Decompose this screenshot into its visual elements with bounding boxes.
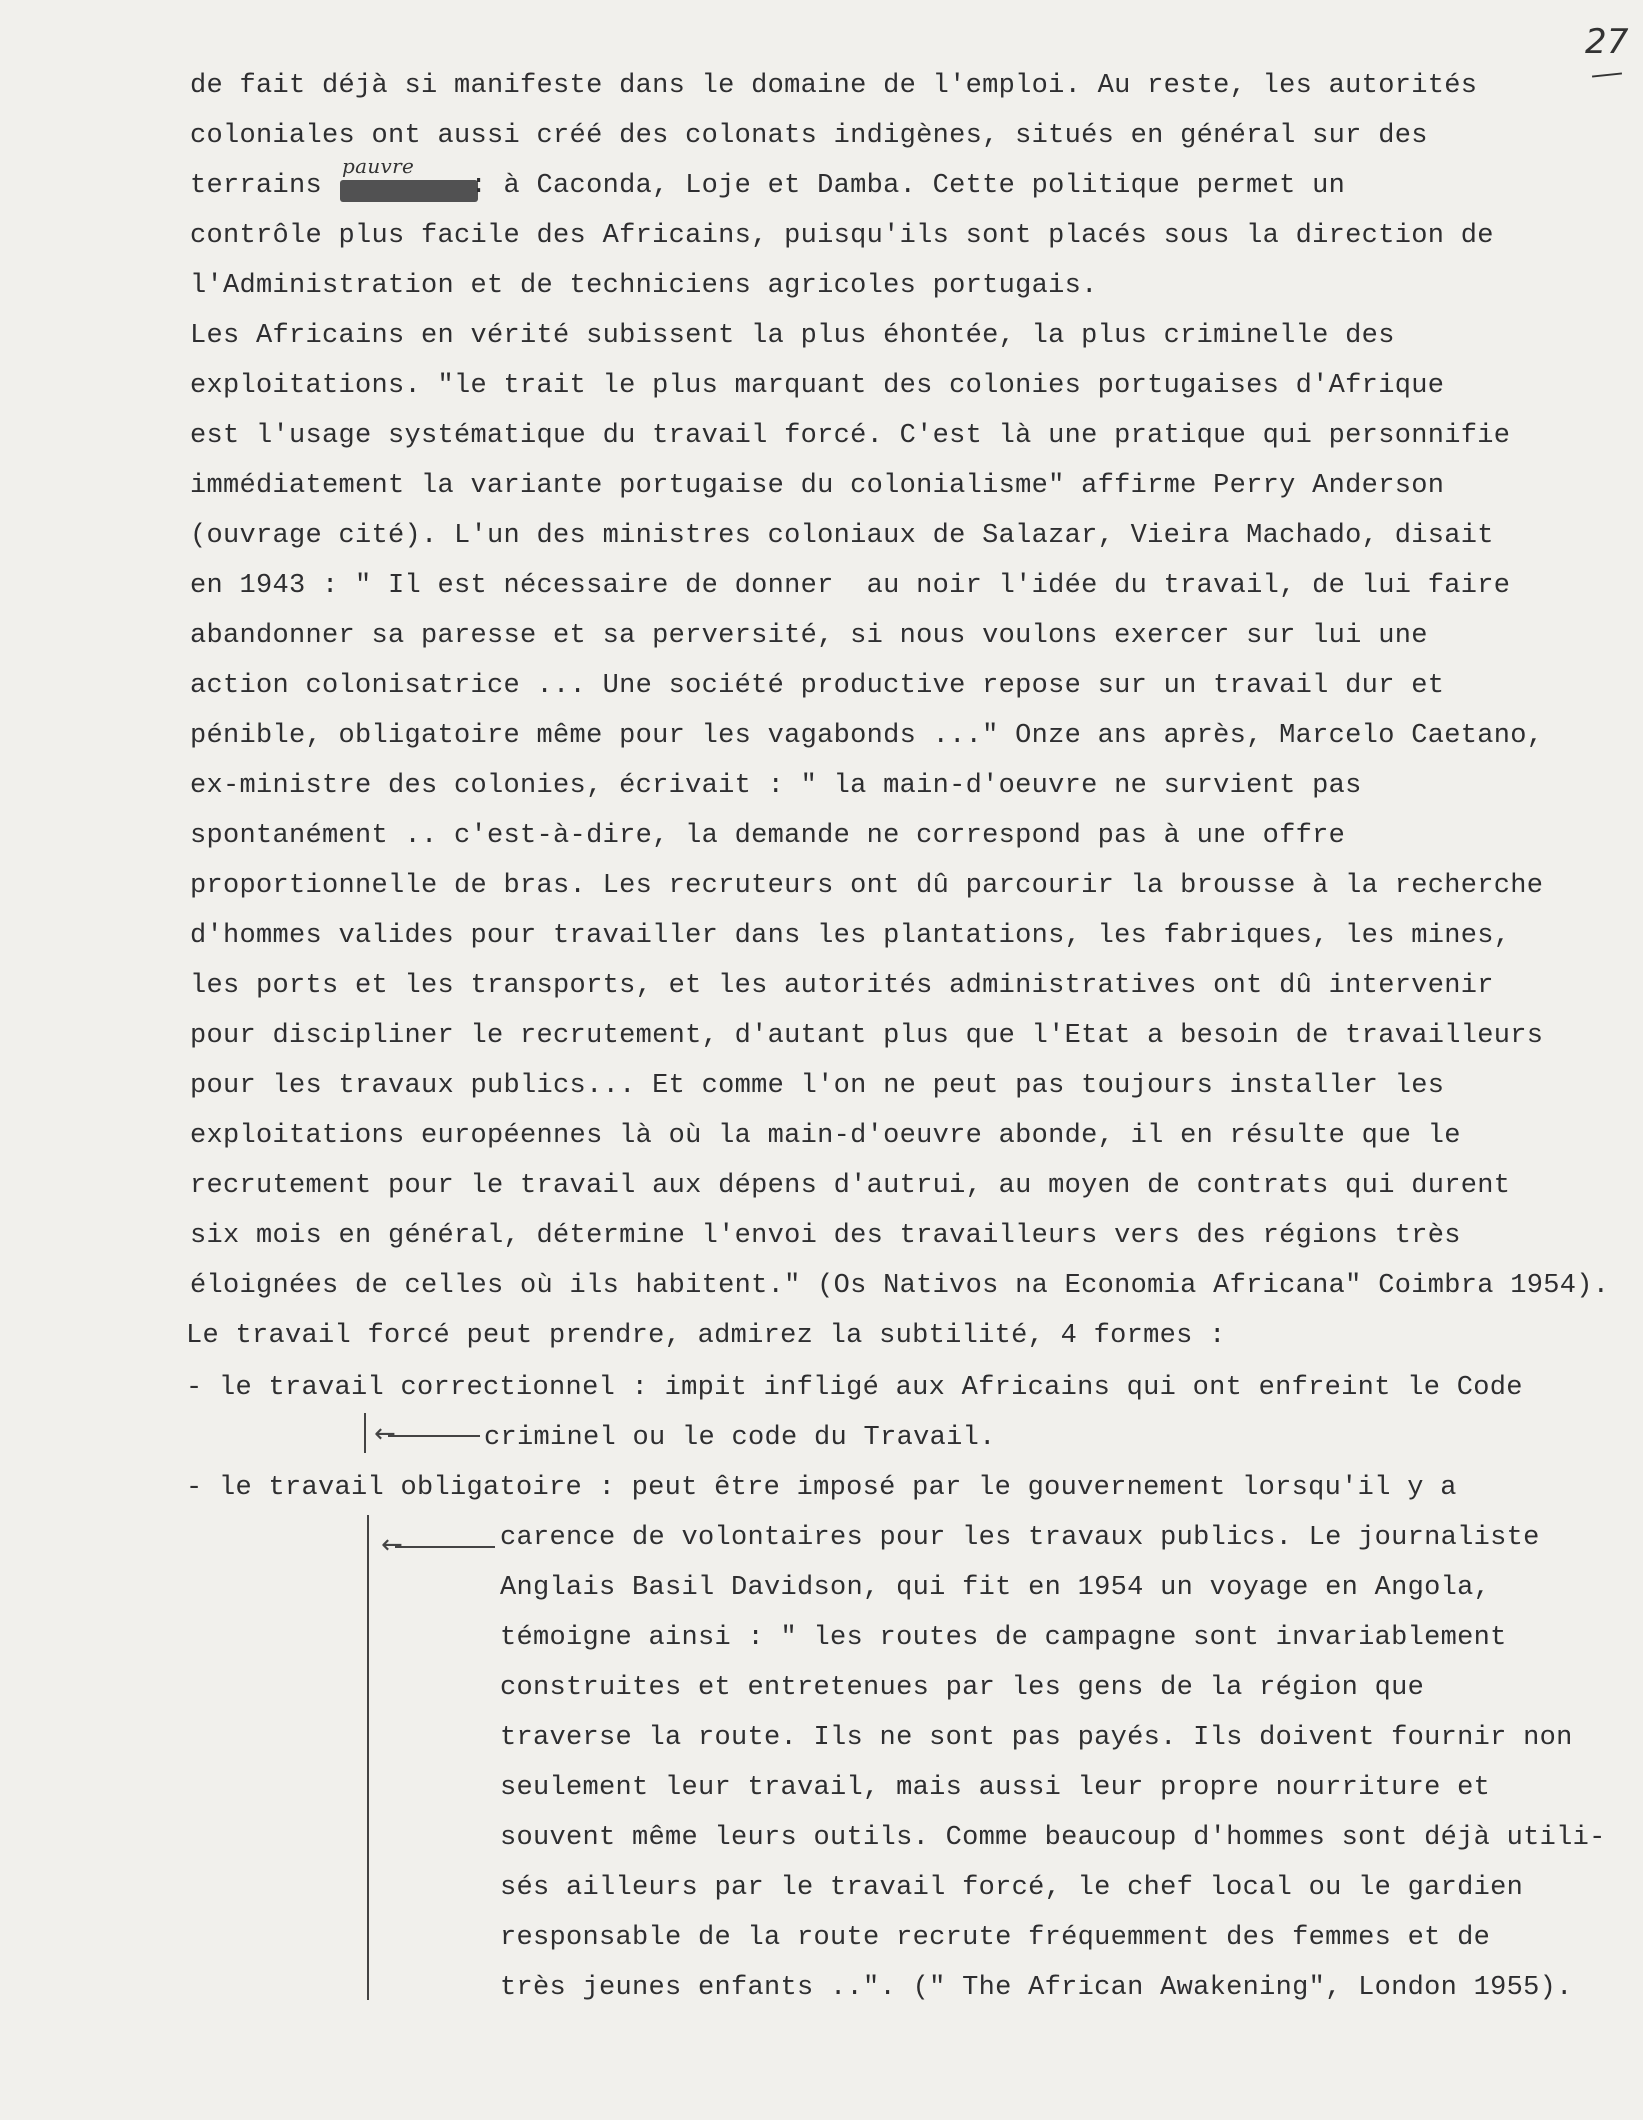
body-line: six mois en général, détermine l'envoi des travailleurs vers des régions très	[190, 1221, 1461, 1251]
body-line: exploitations. "le trait le plus marquant des colonies portugaises d'Afrique	[190, 371, 1445, 401]
body-line: les ports et les transports, et les autorités administratives ont dû intervenir	[190, 971, 1494, 1001]
quote-line: traverse la route. Ils ne sont pas payés. Ils doivent fournir non	[500, 1723, 1573, 1753]
body-line: pour les travaux publics... Et comme l'on ne peut pas toujours installer les	[190, 1071, 1445, 1101]
body-line: Le travail forcé peut prendre, admirez la subtilité, 4 formes :	[186, 1321, 1226, 1351]
margin-arrow	[395, 1546, 495, 1548]
quote-line: responsable de la route recrute fréquemment des femmes et de	[500, 1923, 1491, 1953]
quote-line: témoigne ainsi : " les routes de campagne sont invariablement	[500, 1623, 1507, 1653]
quote-line: construites et entretenues par les gens de la région que	[500, 1673, 1425, 1703]
body-line: recrutement pour le travail aux dépens d'autrui, au moyen de contrats qui durent	[190, 1171, 1511, 1201]
body-line: proportionnelle de bras. Les recruteurs ont dû parcourir la brousse à la recherche	[190, 871, 1544, 901]
quote-line: souvent même leurs outils. Comme beaucoup d'hommes sont déjà utili-	[500, 1823, 1606, 1853]
quote-line: Anglais Basil Davidson, qui fit en 1954 un voyage en Angola,	[500, 1573, 1491, 1603]
body-line: éloignées de celles où ils habitent." (Os Nativos na Economia Africana" Coimbra 1954).	[190, 1271, 1610, 1301]
body-line: Les Africains en vérité subissent la plus éhontée, la plus criminelle des	[190, 321, 1395, 351]
body-line: ex-ministre des colonies, écrivait : " la main-d'oeuvre ne survient pas	[190, 771, 1362, 801]
margin-bracket	[367, 1515, 369, 2000]
quote-line: sés ailleurs par le travail forcé, le chef local ou le gardien	[500, 1873, 1524, 1903]
body-line: pénible, obligatoire même pour les vagabonds ..." Onze ans après, Marcelo Caetano,	[190, 721, 1544, 751]
quote-line: très jeunes enfants ..". (" The African Awakening", London 1955).	[500, 1973, 1573, 2003]
quote-line: carence de volontaires pour les travaux publics. Le journaliste	[500, 1523, 1540, 1553]
body-line: immédiatement la variante portugaise du colonialisme" affirme Perry Anderson	[190, 471, 1445, 501]
list-item-continuation: criminel ou le code du Travail.	[484, 1423, 996, 1453]
body-line: exploitations européennes là où la main-d'oeuvre abonde, il en résulte que le	[190, 1121, 1461, 1151]
quote-line: seulement leur travail, mais aussi leur propre nourriture et	[500, 1773, 1491, 1803]
list-item-obligatory: - le travail obligatoire : peut être imposé par le gouvernement lorsqu'il y a	[186, 1473, 1457, 1503]
body-line: coloniales ont aussi créé des colonats indigènes, situés en général sur des	[190, 121, 1428, 151]
page-number: 27	[1585, 22, 1629, 62]
body-line: en 1943 : " Il est nécessaire de donner au noir l'idée du travail, de lui faire	[190, 571, 1511, 601]
page-number-underline	[1592, 72, 1622, 77]
body-line: l'Administration et de techniciens agricoles portugais.	[190, 271, 1098, 301]
body-line: d'hommes valides pour travailler dans les plantations, les fabriques, les mines,	[190, 921, 1511, 951]
body-line: est l'usage systématique du travail forcé. C'est là une pratique qui personnifie	[190, 421, 1511, 451]
body-line: abandonner sa paresse et sa perversité, si nous voulons exercer sur lui une	[190, 621, 1428, 651]
body-line: contrôle plus facile des Africains, puisqu'ils sont placés sous la direction de	[190, 221, 1494, 251]
list-item-correctional: - le travail correctionnel : impit infligé aux Africains qui ont enfreint le Code	[186, 1373, 1523, 1403]
arrow-head-icon: ←	[381, 1530, 404, 1560]
body-line: action colonisatrice ... Une société productive repose sur un travail dur et	[190, 671, 1445, 701]
handwritten-insert: pauvre	[342, 154, 415, 178]
body-line: spontanément .. c'est-à-dire, la demande ne correspond pas à une offre	[190, 821, 1346, 851]
margin-arrow	[388, 1435, 480, 1437]
body-line: de fait déjà si manifeste dans le domaine de l'emploi. Au reste, les autorités	[190, 71, 1478, 101]
arrow-head-icon: ←	[374, 1419, 397, 1449]
body-line: (ouvrage cité). L'un des ministres coloniaux de Salazar, Vieira Machado, disait	[190, 521, 1494, 551]
body-line: pour discipliner le recrutement, d'autant plus que l'Etat a besoin de travailleurs	[190, 1021, 1544, 1051]
body-line: terrains : à Caconda, Loje et Damba. Cette politique permet un	[190, 171, 1346, 201]
margin-bracket	[364, 1413, 366, 1453]
